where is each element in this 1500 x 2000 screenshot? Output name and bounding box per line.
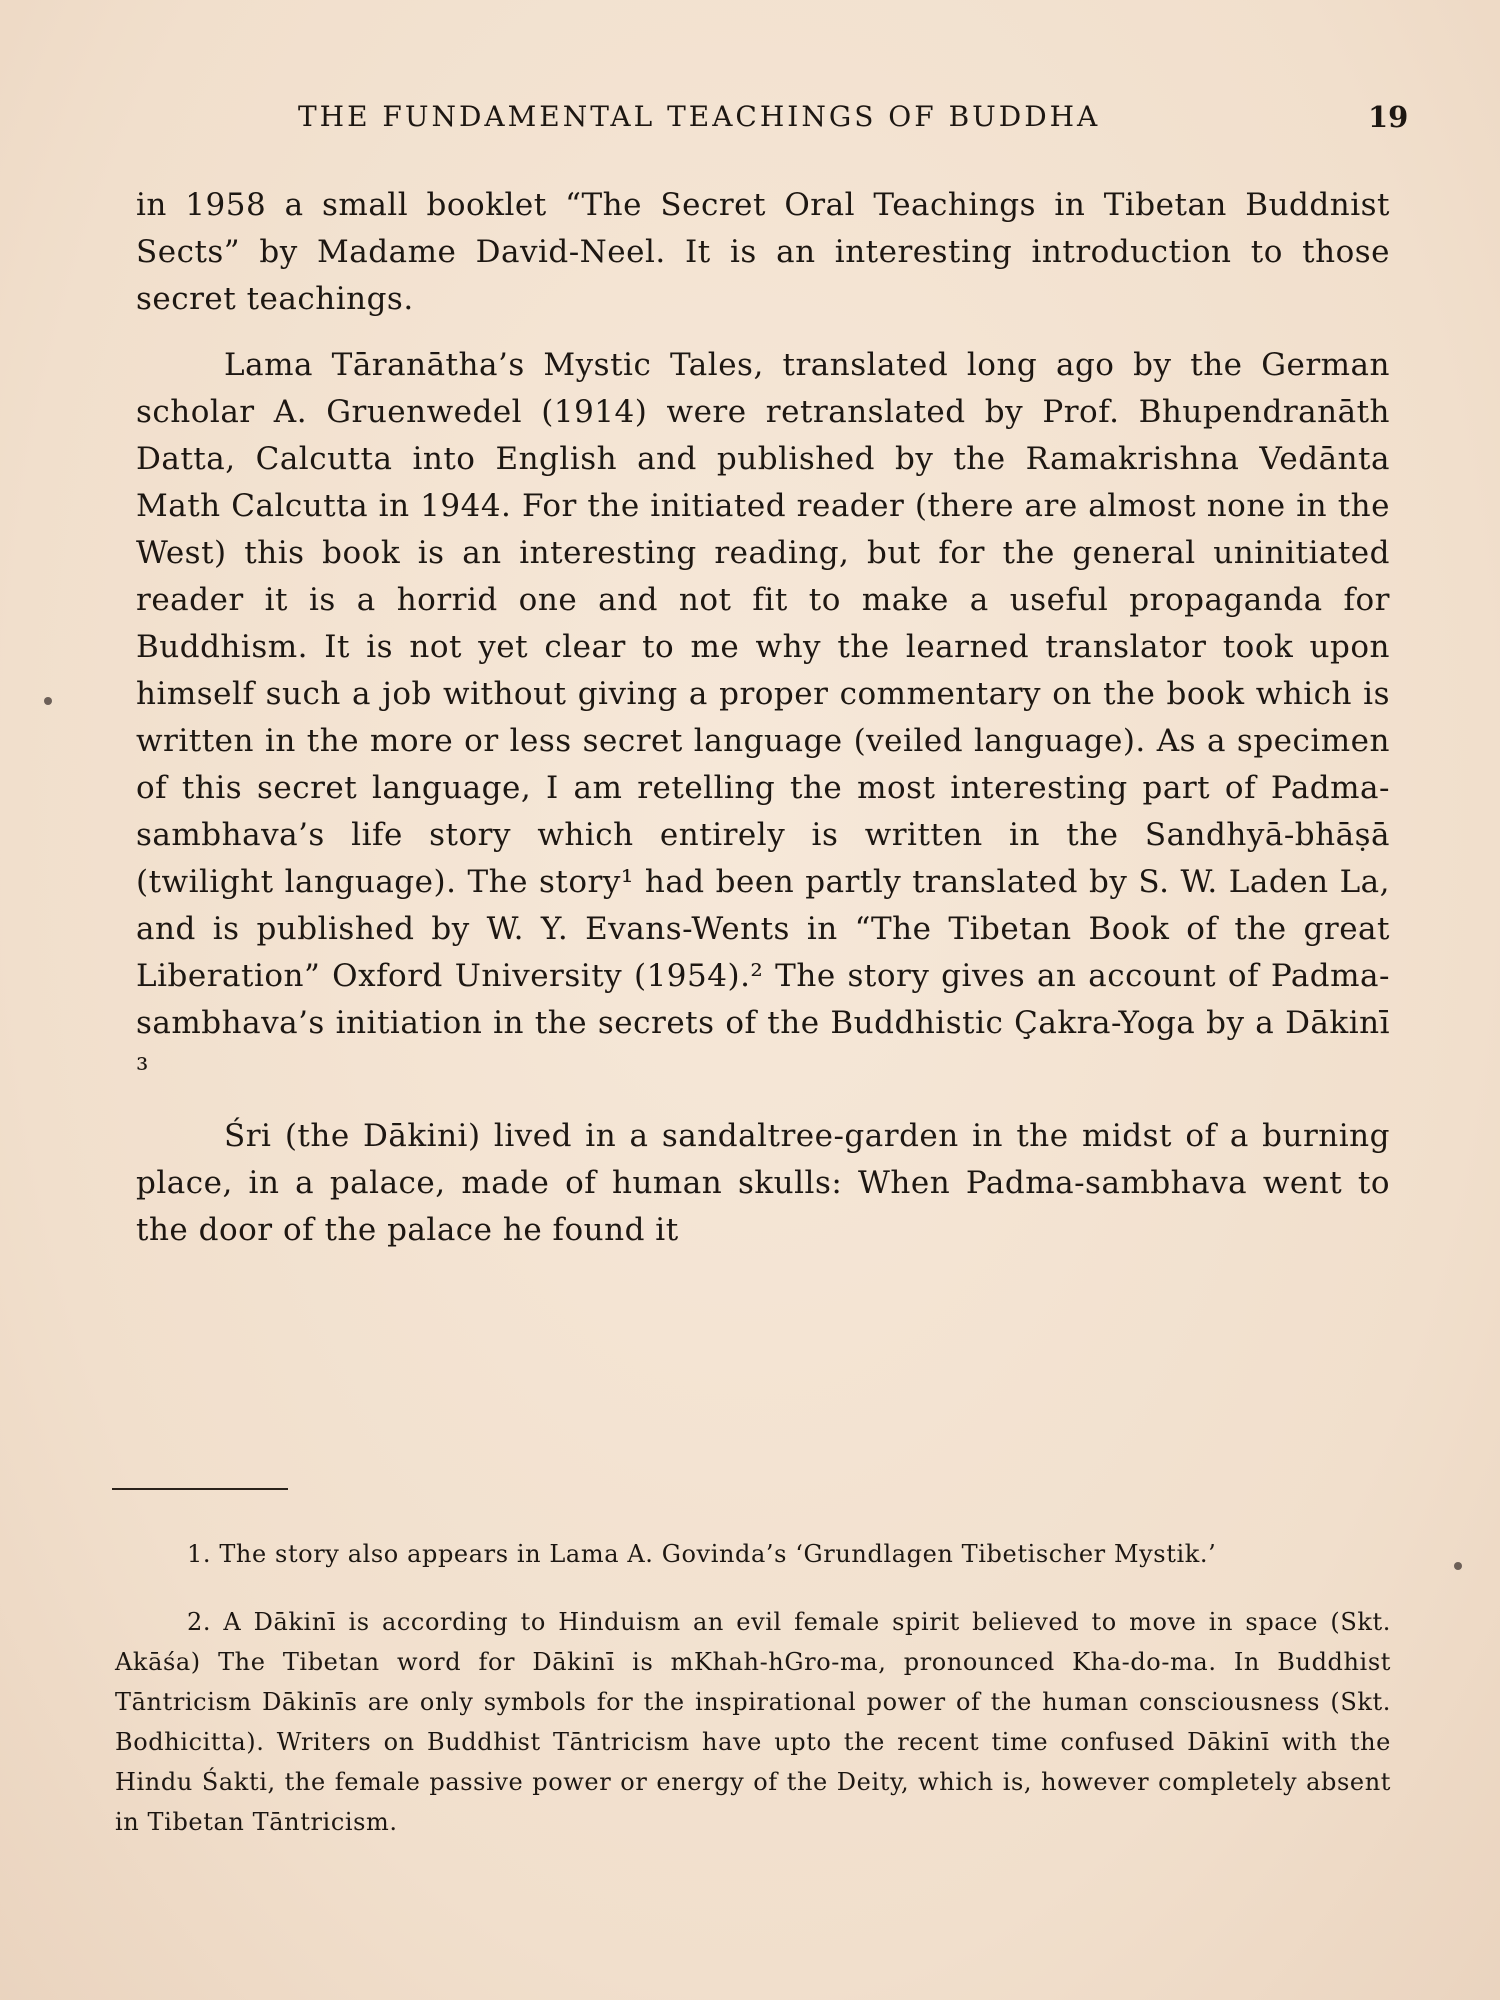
footnotes (115, 1534, 1391, 1842)
paragraph-3: Śri (the Dākini) lived in a sandaltree-garden in the midst of a burning place, in a palace, made of human skulls: When Padma-sambhava went to the door of the palace he found it (136, 1118, 1390, 1248)
footnote-1: 1. The story also appears in Lama A. Govinda’s ‘Grundlagen Tibetischer Mystik.’ (187, 1540, 1217, 1568)
paragraph-1: in 1958 a small booklet “The Secret Oral Teachings in Tibetan Buddnist Sects” by Madame David-Neel. It is an interesting introduction to those secret teachings. (136, 187, 1390, 317)
body-text (136, 182, 1390, 1254)
footnote-2: 2. A Dākinī is according to Hinduism an evil female spirit believed to move in space (Skt. Akāśa) The Tibetan word for Dākinī is mKhah-hGro-ma, pronounced Kha-do-ma. In Buddhist Tāntricism Dākinīs are only symbols for the inspirational power of the human consciousness (Skt. Bodhicitta). Writers on Buddhist Tāntricism have upto the recent time confused Dākinī with the Hindu Śakti, the female passive power or energy of the Deity, which is, however completely absent in Tibetan Tāntricism. (115, 1608, 1391, 1836)
paper-speck (1454, 1562, 1462, 1570)
page-number: 19 (1368, 100, 1409, 134)
paragraph-2: Lama Tāranātha’s Mystic Tales, translated long ago by the German scholar A. Gruenwedel (1914) were retranslated by Prof. Bhupendranāth Datta, Calcutta into English and published by the Ramakrishna Vedānta Math Calcutta in 1944. For the initiated reader (there are almost none in the West) this book is an interesting reading, but for the general uninitiated reader it is a horrid one and not fit to make a useful propaganda for Buddhism. It is not yet clear to me why the learned translator took upon himself such a job without giving a proper commentary on the book which is written in the more or less secret language (veiled language). As a specimen of this secret language, I am retelling the most interesting part of Padma-sambhava’s life story which entirely is written in the Sandhyā-bhāṣā (twilight language). The story¹ had been partly translated by S. W. Laden La, and is published by W. Y. Evans-Wents in “The Tibetan Book of the great Liberation” Oxford University (1954).² The story gives an account of Padma-sambhava’s initiation in the secrets of the Buddhistic Çakra-Yoga by a Dākinī ³ (136, 347, 1390, 1088)
footnote-separator (112, 1488, 288, 1490)
paper-speck (44, 697, 52, 705)
running-title: THE FUNDAMENTAL TEACHINGS OF BUDDHA (298, 100, 1101, 133)
